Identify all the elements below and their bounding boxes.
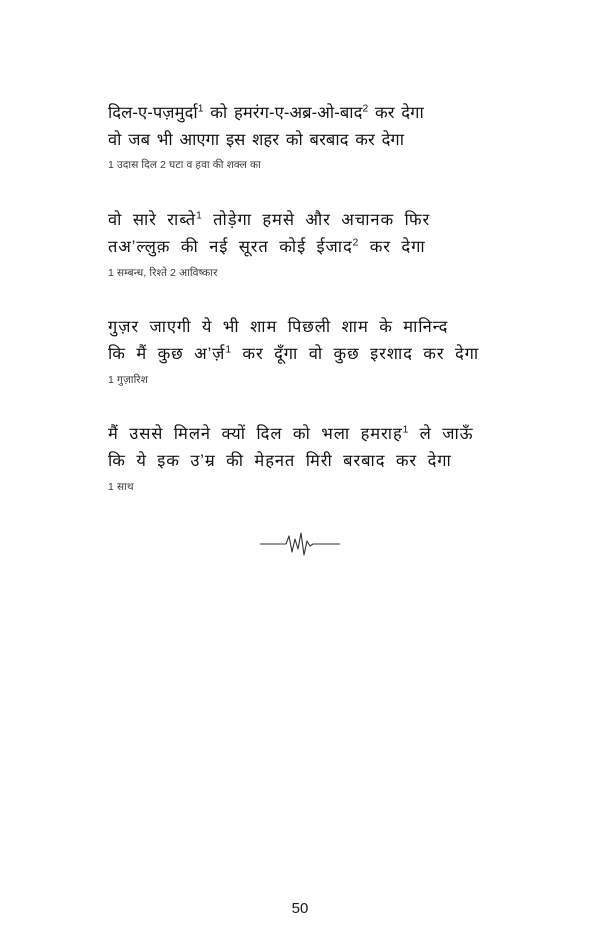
- verse-line: [108, 234, 492, 261]
- verse-text: कि मैं कुछ अ’र्ज़: [108, 344, 226, 363]
- footnote-marker: 2: [362, 103, 369, 115]
- couplet-4: [108, 421, 492, 494]
- verse-line: गुज़र जाएगी ये भी शाम पिछली शाम के मानिन्द: [108, 318, 449, 337]
- verse-line: [108, 207, 492, 234]
- footnote-marker: 1: [197, 103, 204, 115]
- footnote: 1 उदास दिल 2 घटा व हवा की शक्ल का: [108, 159, 261, 172]
- footnote-marker: 1: [196, 210, 203, 222]
- footnote: 1 साथ: [108, 480, 134, 493]
- section-divider: [108, 529, 492, 559]
- verse-text: ले जाऊँ: [409, 425, 474, 444]
- verse-line: कि ये इक उ’म्र की मेहनत मिरी बरबाद कर देगा: [108, 452, 452, 471]
- verse-text: को हमरंग-ए-अब्र-ओ-बाद: [203, 104, 363, 122]
- verse-text: कर दूँगा वो कुछ इरशाद कर देगा: [231, 344, 480, 363]
- verse-line: वो जब भी आएगा इस शहर को बरबाद कर देगा: [108, 130, 405, 149]
- verse-text: कर देगा: [359, 237, 426, 256]
- footnote-marker: 1: [402, 424, 410, 436]
- verse-text: दिल-ए-पज़मुर्दा: [108, 104, 198, 122]
- footnote: 1 सम्बन्ध, रिश्ते 2 आविष्कार: [108, 266, 218, 279]
- verse-line: [108, 421, 492, 448]
- footnote-marker: 2: [352, 237, 360, 249]
- verse-line: [108, 100, 492, 127]
- couplet-3: [108, 314, 492, 387]
- verse-text: मैं उससे मिलने क्यों दिल को भला हमराह: [108, 425, 403, 444]
- verse-text: कर देगा: [368, 104, 424, 122]
- verse-text: तअ’ल्लुक़ की नई सूरत कोई ईजाद: [108, 237, 353, 256]
- verse-text: तोड़ेगा हमसे और अचानक फिर: [202, 211, 431, 230]
- footnote-marker: 1: [225, 344, 232, 356]
- couplet-2: [108, 207, 492, 280]
- couplet-1: [108, 100, 492, 173]
- heartbeat-line-ornament-icon: [260, 531, 340, 557]
- footnote: 1 गुज़ारिश: [108, 373, 148, 386]
- verse-text: वो सारे राब्ते: [108, 211, 197, 230]
- verse-line: [108, 341, 492, 368]
- page-number: 50: [291, 900, 309, 917]
